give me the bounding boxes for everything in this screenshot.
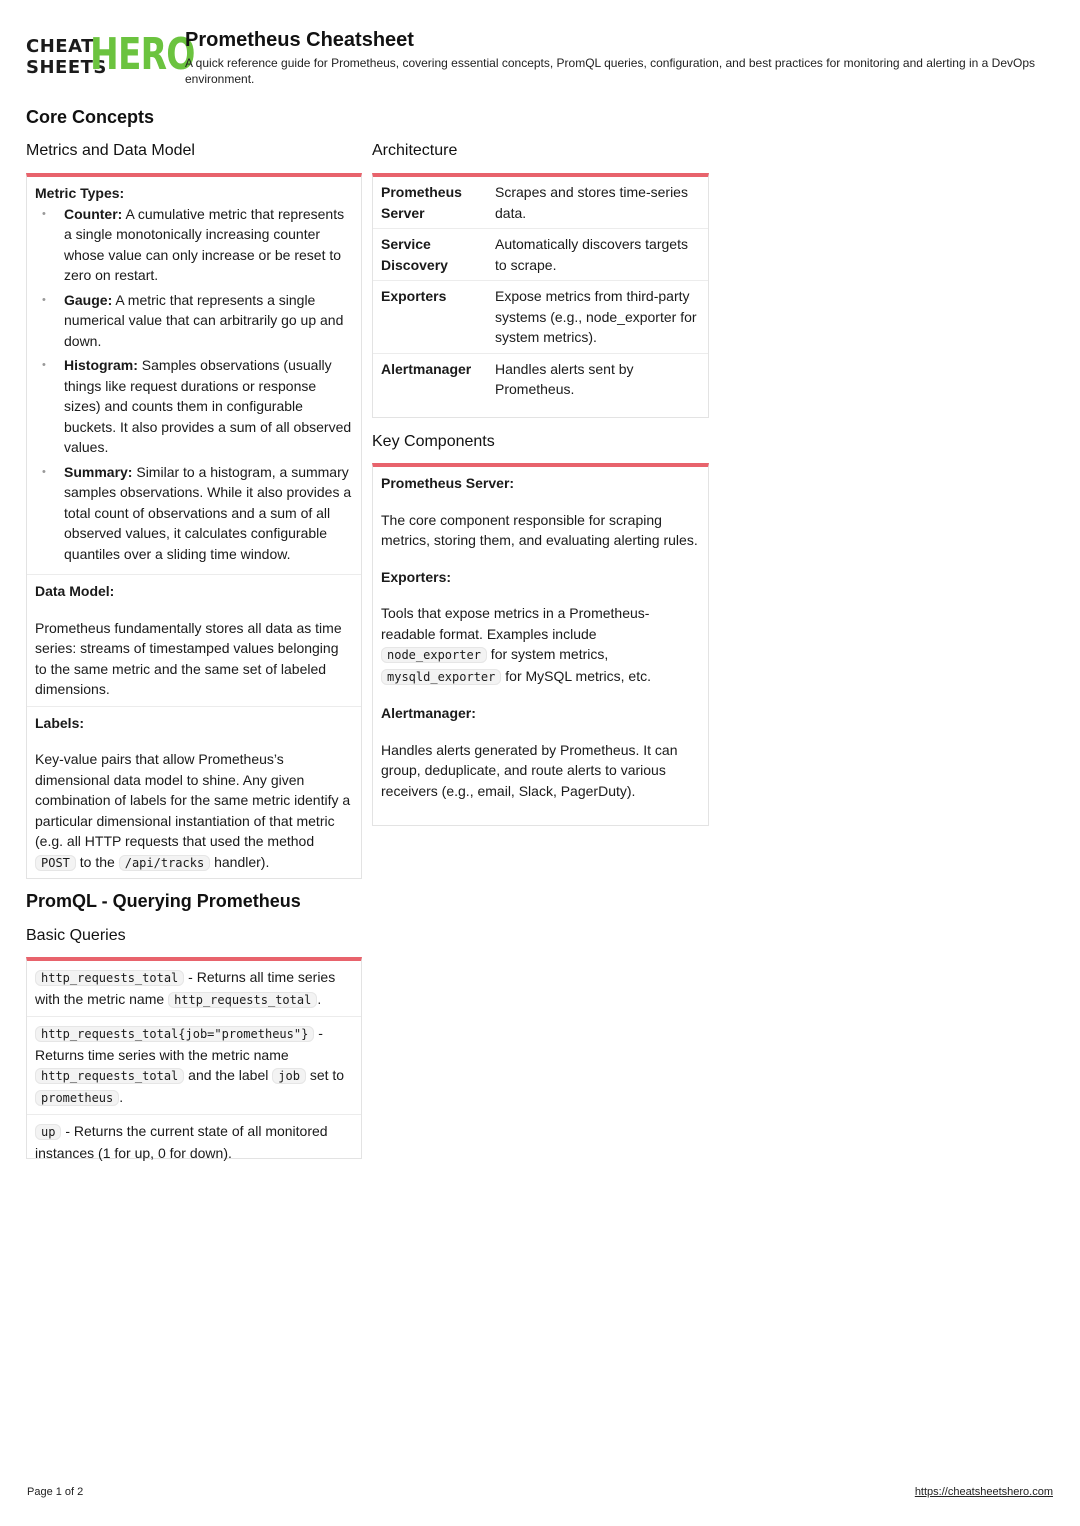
data-model-label: Data Model: xyxy=(35,583,115,599)
subheading-architecture: Architecture xyxy=(372,142,458,159)
inline-code: prometheus xyxy=(35,1090,119,1106)
site-link[interactable]: https://cheatsheetshero.com xyxy=(914,1486,1053,1498)
list-item: • Histogram: Samples observations (usually things like request durations or response sizes) and counts them in configurable buckets. It also provides a sum of all observed values. xyxy=(64,355,353,458)
alertmanager-label: Alertmanager: xyxy=(381,705,476,721)
inline-code: http_requests_total{job="prometheus"} xyxy=(35,1026,314,1042)
query-row: http_requests_total - Returns all time series with the metric name http_requests_total . xyxy=(27,961,361,1017)
query-row: http_requests_total{job="prometheus"} - Returns time series with the metric name http_requests_total and the label job set to prometheus . xyxy=(27,1017,361,1115)
metrics-card xyxy=(26,173,362,879)
subheading-key-components: Key Components xyxy=(372,433,495,450)
table-row: Prometheus Server Scrapes and stores time-series data. xyxy=(373,177,708,229)
key-components-card xyxy=(372,463,709,826)
exporters-label: Exporters: xyxy=(381,568,452,585)
alertmanager-text: Handles alerts generated by Prometheus. It can group, deduplicate, and route alerts to various receivers (e.g., email, Slack, PagerDuty). xyxy=(381,741,678,799)
logo xyxy=(26,29,195,80)
table-row: Service Discovery Automatically discovers targets to scrape. xyxy=(373,229,708,281)
labels-text: Key-value pairs that allow Prometheus’s dimensional data model to shine. Any given combination of labels for the same metric identify a particular dimensional instantiation of that metric (e.g. all HTTP requests that used the method POST to the /api/tracks handler). xyxy=(35,751,351,870)
metric-types-list xyxy=(35,204,353,565)
exporters-text: Tools that expose metrics in a Prometheus-readable format. Examples include node_exporter for system metrics, mysqld_exporter for MySQL metrics, etc. xyxy=(381,605,651,684)
metric-types-label: Metric Types: xyxy=(35,185,125,201)
inline-code: http_requests_total xyxy=(35,1068,184,1084)
section-heading-promql: PromQL - Querying Prometheus xyxy=(26,891,301,911)
inline-code: http_requests_total xyxy=(168,992,317,1008)
labels-section xyxy=(27,707,361,880)
inline-code: POST xyxy=(35,855,76,871)
table-row: Exporters Expose metrics from third-party systems (e.g., node_exporter for system metrics). xyxy=(373,281,708,354)
subheading-metrics: Metrics and Data Model xyxy=(26,142,195,159)
list-item: • Summary: Similar to a histogram, a summary samples observations. While it also provides a total count of observations and a sum of all observed values, it calculates configurable quantiles over a sliding time window. xyxy=(64,462,353,565)
inline-code: http_requests_total xyxy=(35,970,184,986)
labels-label: Labels: xyxy=(35,714,85,731)
data-model-text: Prometheus fundamentally stores all data as time series: streams of timestamped values belonging to the same metric and the same set of labeled dimensions. xyxy=(35,619,342,697)
inline-code: job xyxy=(272,1068,306,1084)
inline-code: /api/tracks xyxy=(119,855,210,871)
section-heading-core-concepts: Core Concepts xyxy=(26,107,155,127)
server-label: Prometheus Server: xyxy=(381,475,515,491)
table-row: Alertmanager Handles alerts sent by Prometheus. xyxy=(381,360,634,397)
architecture-table xyxy=(373,177,708,405)
list-item: • Counter: A cumulative metric that represents a single monotonically increasing counter whose value can only increase or be reset to zero on restart. xyxy=(64,204,353,286)
page-number: Page 1 of 2 xyxy=(27,1486,84,1498)
inline-code: mysqld_exporter xyxy=(381,669,501,685)
inline-code: node_exporter xyxy=(381,647,487,663)
basic-queries-card xyxy=(26,957,362,1159)
logo-text: CHEAT SHEETS xyxy=(26,36,107,78)
page-subtitle: A quick reference guide for Prometheus, covering essential concepts, PromQL queries, configuration, and best practices for monitoring and alerting in a DevOps environment. xyxy=(185,56,1036,86)
components-section xyxy=(373,467,708,807)
inline-code: up xyxy=(35,1124,61,1140)
logo-hero-text: HERO xyxy=(90,29,195,80)
metric-types-section xyxy=(27,177,361,575)
architecture-card xyxy=(372,173,709,418)
query-row: up - Returns the current state of all monitored instances (1 for up, 0 for down). xyxy=(35,1123,328,1161)
subheading-basic-queries: Basic Queries xyxy=(26,927,126,944)
data-model-section xyxy=(27,575,361,707)
server-text: The core component responsible for scraping metrics, storing them, and evaluating alerting rules. xyxy=(381,511,698,548)
list-item: • Gauge: A metric that represents a single numerical value that can arbitrarily go up and down. xyxy=(64,290,353,352)
page-title: Prometheus Cheatsheet xyxy=(185,29,414,51)
